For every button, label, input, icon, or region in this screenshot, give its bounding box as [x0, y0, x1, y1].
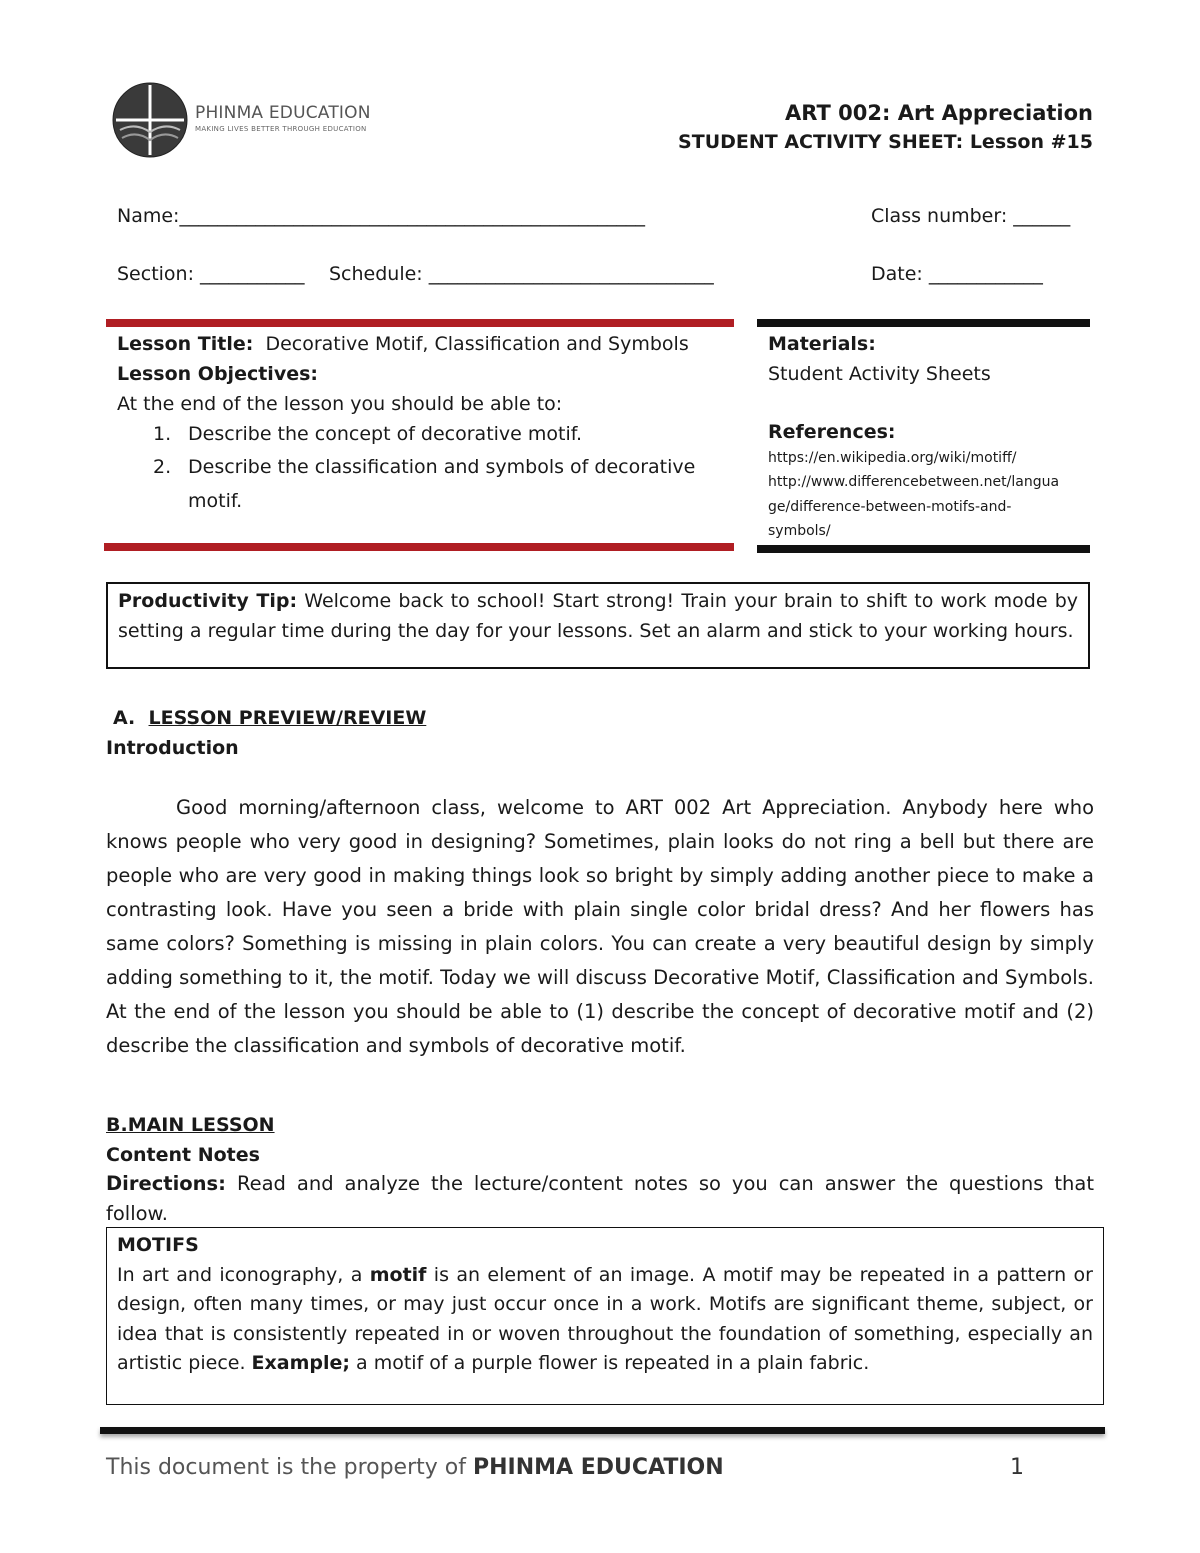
- schedule-field[interactable]: Schedule: ______________________________: [329, 263, 714, 285]
- name-field[interactable]: Name:_________________________________________________: [117, 205, 645, 227]
- motifs-text: [117, 1261, 1093, 1379]
- directions-text: Read and analyze the lecture/content notes so you can answer the questions that follow.: [106, 1172, 1095, 1225]
- reference-link-continued[interactable]: ge/difference-between-motifs-and-: [768, 499, 1012, 515]
- class-number-field[interactable]: Class number: ______: [871, 205, 1071, 227]
- section-a-heading: [113, 703, 426, 733]
- objectives-label: Lesson Objectives:: [117, 363, 318, 385]
- directions-label: Directions:: [106, 1172, 226, 1195]
- reference-link-continued[interactable]: symbols/: [768, 523, 831, 539]
- course-title: ART 002: Art Appreciation: [785, 101, 1093, 125]
- section-field[interactable]: Section: ___________: [117, 263, 305, 285]
- lesson-title-label: Lesson Title:: [117, 333, 254, 355]
- tip-text: Welcome back to school! Start strong! Train your brain to shift to work mode by setting a regular time during the day for your lessons. Set an alarm and stick to your working hours.: [118, 590, 1078, 642]
- lesson-title-value: Decorative Motif, Classification and Symbols: [265, 333, 689, 355]
- sheet-label: STUDENT ACTIVITY SHEET: [678, 131, 956, 153]
- logo-name: PHINMA EDUCATION: [195, 103, 371, 123]
- productivity-tip-box: [106, 582, 1090, 669]
- objective-number: 1.: [153, 423, 172, 445]
- materials-value: Student Activity Sheets: [768, 363, 991, 385]
- objective-number: 2.: [153, 456, 172, 478]
- introduction-paragraph: [106, 791, 1094, 1063]
- sheet-lesson: : Lesson #15: [955, 131, 1093, 153]
- motifs-text-part: In art and iconography, a: [117, 1263, 370, 1286]
- sheet-title: [678, 131, 1093, 153]
- section-a-title: LESSON PREVIEW/REVIEW: [148, 707, 427, 729]
- section-a-letter: A.: [113, 707, 136, 729]
- motifs-text-part: a motif of a purple flower is repeated in a plain fabric.: [350, 1352, 870, 1374]
- motifs-box: [106, 1227, 1104, 1405]
- footer-brand: PHINMA EDUCATION: [472, 1455, 724, 1480]
- section-b-heading: B.MAIN LESSON: [106, 1114, 275, 1136]
- materials-bottom-rule: [757, 545, 1090, 553]
- reference-link[interactable]: https://en.wikipedia.org/wiki/motiff/: [768, 450, 1017, 466]
- logo-globe-icon: [110, 82, 190, 162]
- lesson-title: [117, 329, 689, 359]
- objectives-intro: At the end of the lesson you should be able to:: [117, 393, 563, 415]
- reference-link[interactable]: http://www.differencebetween.net/langua: [768, 474, 1060, 490]
- introduction-heading: Introduction: [106, 737, 239, 759]
- lesson-top-rule: [106, 319, 734, 327]
- directions: [106, 1169, 1094, 1228]
- introduction-text: Good morning/afternoon class, welcome to ART 002 Art Appreciation. Anybody here who knows people who very good in designing? Sometimes, plain looks do not ring a bell but there are people who are very good in making things look so bright by simply adding another piece to make a contrasting look. Have you seen a bride with plain single color bridal dress? And her flowers has same colors? Something is missing in plain colors. You can create a very beautiful design by simply adding something to it, the motif. Today we will discuss Decorative Motif, Classification and Symbols. At the end of the lesson you should be able to (1) describe the concept of decorative motif and (2) describe the classification and symbols of decorative motif.: [106, 796, 1094, 1057]
- date-field[interactable]: Date: ____________: [871, 263, 1043, 285]
- example-label: Example;: [251, 1352, 350, 1374]
- lesson-bottom-rule: [104, 543, 734, 551]
- footer-text: This document is the property of: [106, 1455, 473, 1480]
- objective-item: Describe the concept of decorative motif.: [188, 423, 583, 445]
- content-notes-heading: Content Notes: [106, 1144, 260, 1166]
- motifs-text-part: is an element of an image. A motif may be repeated in a pattern or design, often many times, or may just occur once in a work. Motifs are significant theme, subject, or idea that is consistently repeated in or woven throughout the foundation of something, especially an artistic piece.: [117, 1263, 1093, 1374]
- footer-rule: [100, 1427, 1105, 1434]
- page-number: 1: [1010, 1455, 1024, 1480]
- objective-item: Describe the classification and symbols of decorative: [188, 456, 696, 478]
- motif-term: motif: [369, 1263, 427, 1286]
- references-label: References:: [768, 421, 896, 443]
- objective-item-continued: motif.: [188, 490, 243, 512]
- tip-label: Productivity Tip:: [118, 590, 298, 612]
- footer-notice: [106, 1455, 724, 1480]
- materials-label: Materials:: [768, 333, 876, 355]
- logo-tagline: MAKING LIVES BETTER THROUGH EDUCATION: [195, 125, 367, 133]
- motifs-title: MOTIFS: [117, 1234, 199, 1256]
- materials-top-rule: [757, 319, 1090, 327]
